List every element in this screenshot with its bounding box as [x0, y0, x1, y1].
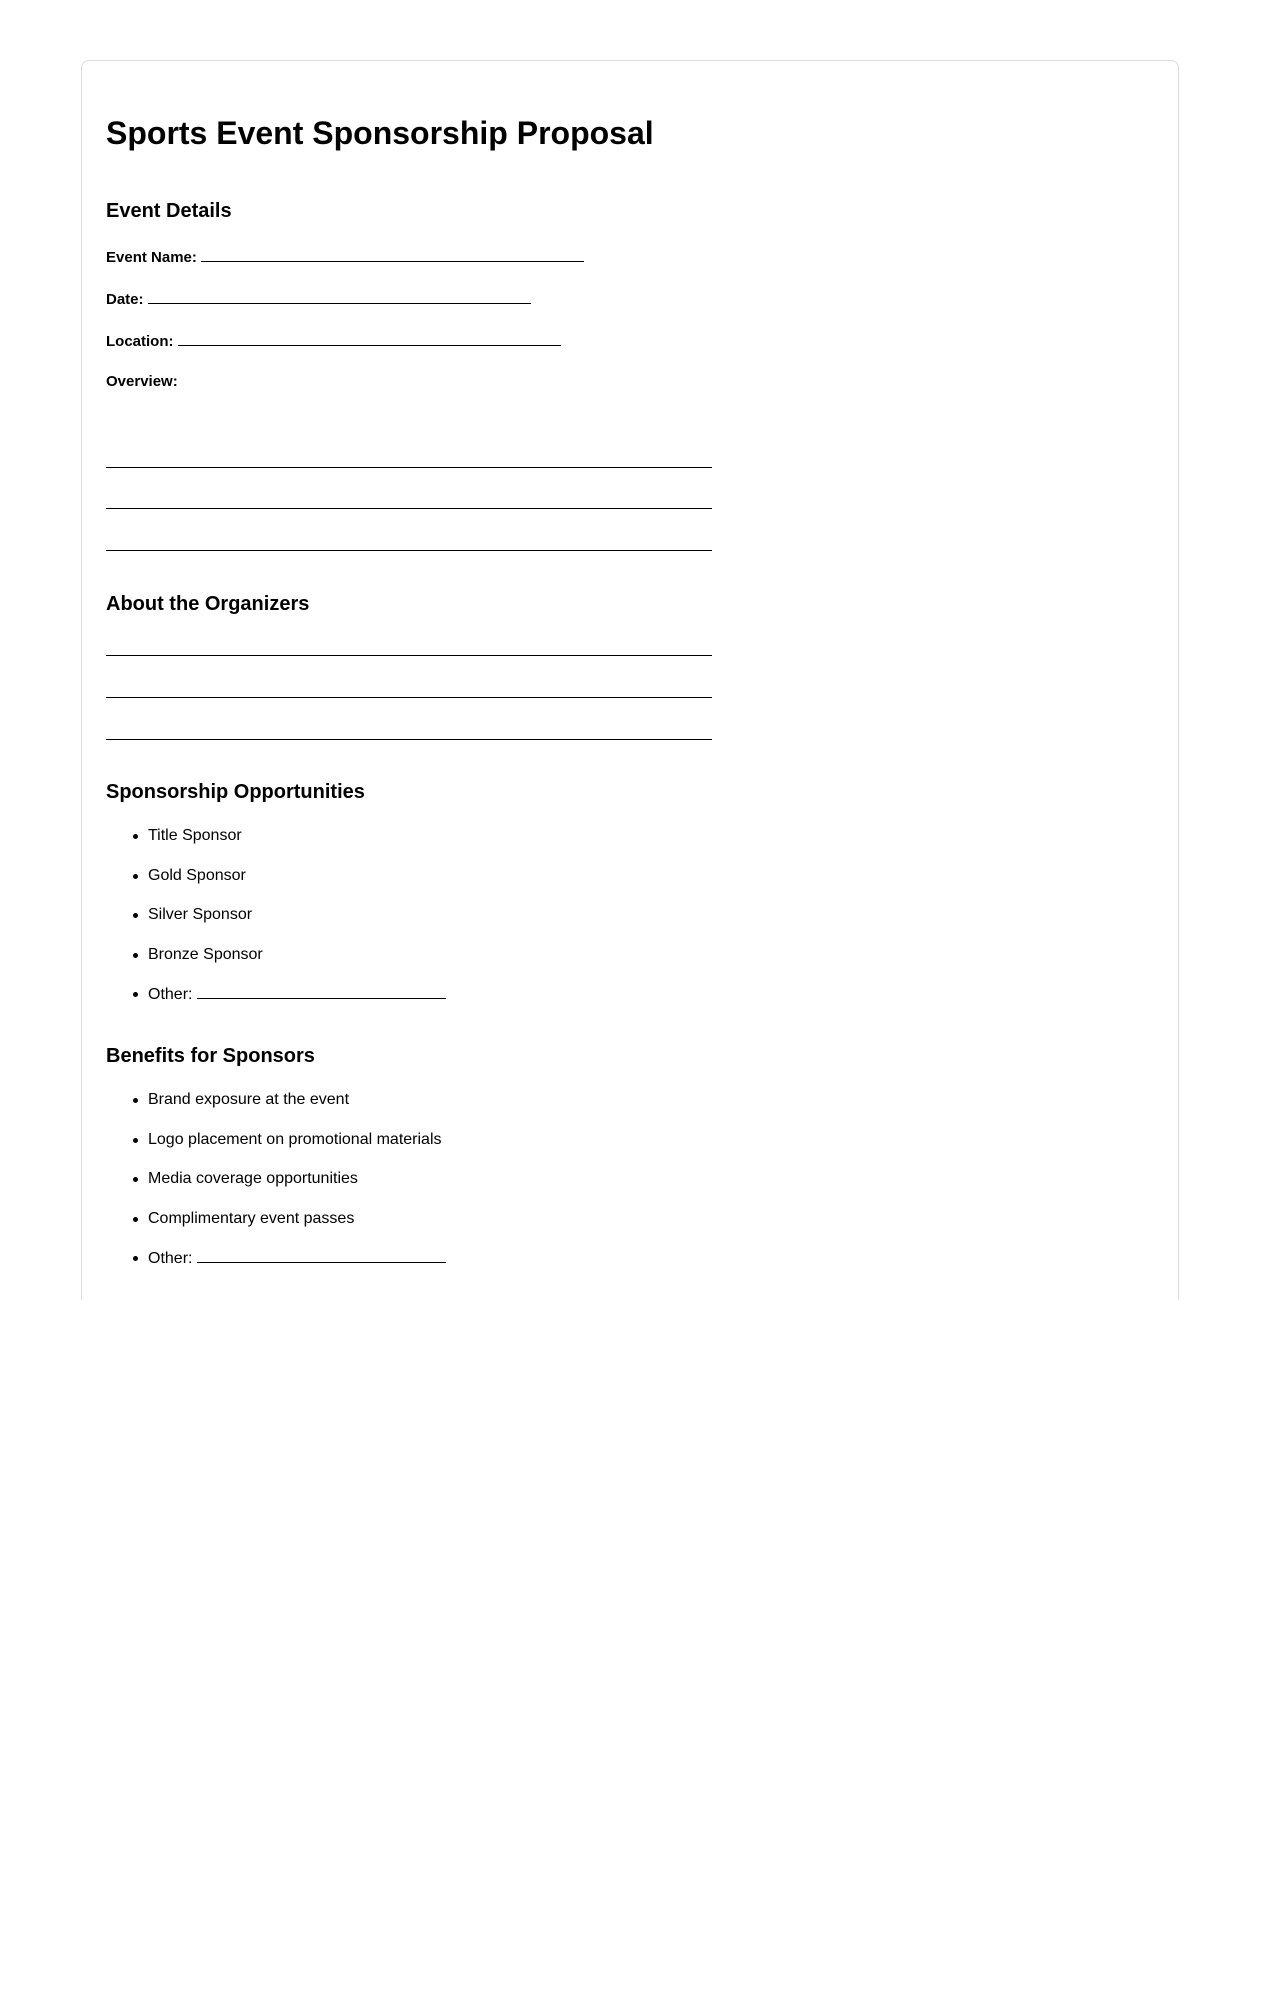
list-item	[148, 1130, 442, 1150]
bullet-icon	[133, 992, 138, 997]
list-item	[148, 984, 446, 1005]
field-event-name-label: Event Name:	[106, 249, 197, 266]
benefit-other: Other:	[148, 1250, 193, 1267]
list-item	[148, 1248, 446, 1269]
benefit-media-coverage: Media coverage opportunities	[148, 1170, 358, 1187]
field-location-label: Location:	[106, 333, 174, 350]
sponsor-other-blank[interactable]	[197, 984, 446, 999]
field-date	[106, 289, 531, 310]
heading-sponsorship-opportunities: Sponsorship Opportunities	[106, 781, 365, 803]
overview-line-2[interactable]	[106, 508, 712, 509]
list-item	[148, 1090, 349, 1110]
list-item	[148, 826, 242, 846]
benefit-logo-placement: Logo placement on promotional materials	[148, 1131, 442, 1148]
bullet-icon	[133, 834, 138, 839]
location-blank[interactable]	[178, 331, 561, 346]
field-overview-label: Overview:	[106, 373, 178, 390]
benefit-other-blank[interactable]	[197, 1248, 446, 1263]
organizers-line-1[interactable]	[106, 655, 712, 656]
heading-about-organizers: About the Organizers	[106, 593, 310, 615]
list-item	[148, 945, 263, 965]
page-title: Sports Event Sponsorship Proposal	[106, 115, 654, 151]
heading-event-details: Event Details	[106, 200, 232, 222]
bullet-icon	[133, 1098, 138, 1103]
sponsor-option-title: Title Sponsor	[148, 827, 242, 844]
sponsor-option-gold: Gold Sponsor	[148, 867, 246, 884]
sponsor-option-other: Other:	[148, 986, 193, 1003]
sponsor-option-bronze: Bronze Sponsor	[148, 946, 263, 963]
list-item	[148, 1169, 358, 1189]
sponsor-option-silver: Silver Sponsor	[148, 906, 253, 923]
bullet-icon	[133, 1177, 138, 1182]
list-item	[148, 1209, 354, 1229]
organizers-line-3[interactable]	[106, 739, 712, 740]
bullet-icon	[133, 913, 138, 918]
heading-benefits: Benefits for Sponsors	[106, 1045, 315, 1067]
overview-line-3[interactable]	[106, 550, 712, 551]
list-item	[148, 866, 246, 886]
date-blank[interactable]	[148, 289, 531, 304]
field-overview	[106, 372, 178, 392]
bullet-icon	[133, 1138, 138, 1143]
bullet-icon	[133, 1217, 138, 1222]
field-location	[106, 331, 561, 352]
field-date-label: Date:	[106, 291, 144, 308]
benefit-event-passes: Complimentary event passes	[148, 1210, 355, 1227]
bullet-icon	[133, 1256, 138, 1261]
organizers-line-2[interactable]	[106, 697, 712, 698]
bullet-icon	[133, 953, 138, 958]
field-event-name	[106, 247, 584, 268]
list-item	[148, 905, 252, 925]
bullet-icon	[133, 874, 138, 879]
event-name-blank[interactable]	[201, 247, 584, 262]
proposal-card	[81, 60, 1179, 1300]
overview-line-1[interactable]	[106, 467, 712, 468]
benefit-brand-exposure: Brand exposure at the event	[148, 1091, 350, 1108]
